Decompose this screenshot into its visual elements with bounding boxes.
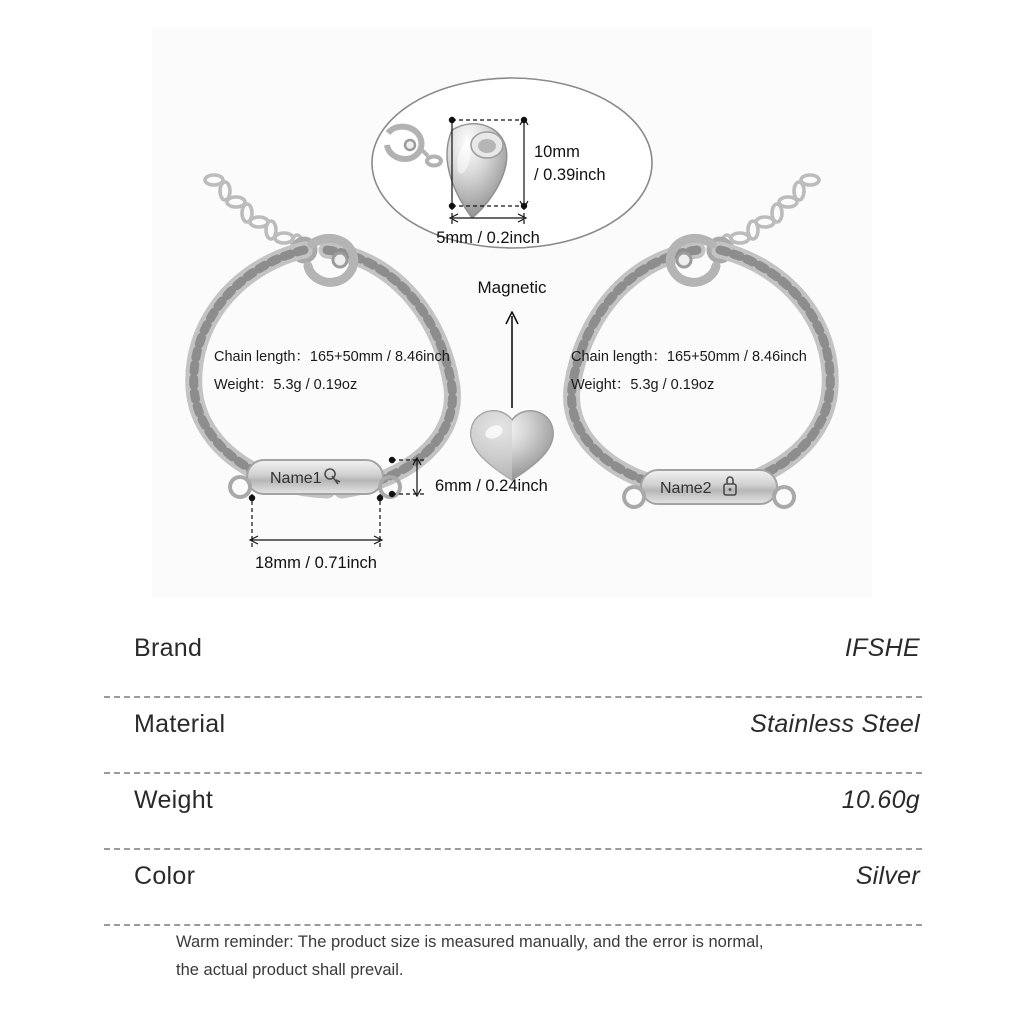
- left-name-plate: [230, 460, 400, 497]
- warm-reminder: [176, 928, 936, 984]
- magnetic-label: Magnetic: [477, 278, 547, 297]
- spec-label: Material: [134, 710, 226, 738]
- spec-row: [104, 698, 922, 774]
- callout-height-sub: / 0.39inch: [534, 166, 606, 184]
- right-weight: Weight：5.3g / 0.19oz: [571, 377, 715, 393]
- right-plate-text: Name2: [660, 480, 712, 497]
- spec-value: IFSHE: [844, 634, 920, 662]
- warm-reminder-line-2: the actual product shall prevail.: [176, 961, 404, 979]
- callout-height-label: 10mm: [534, 143, 580, 161]
- warm-reminder-line-1: Warm reminder: The product size is measured manually, and the error is normal,: [176, 933, 764, 951]
- spec-value: Stainless Steel: [750, 710, 920, 738]
- spec-label: Weight: [134, 786, 214, 814]
- left-plate-text: Name1: [270, 470, 322, 487]
- spec-value: 10.60g: [841, 786, 920, 814]
- row-divider: [104, 922, 922, 926]
- right-chain-length: Chain length：165+50mm / 8.46inch: [571, 349, 807, 365]
- spec-label: Brand: [134, 634, 203, 662]
- spec-table: [104, 622, 922, 926]
- product-diagram: [152, 28, 872, 598]
- right-name-plate: [624, 470, 794, 507]
- product-image-panel: [152, 28, 872, 598]
- callout-width-label: 5mm / 0.2inch: [436, 229, 540, 247]
- spec-label: Color: [134, 862, 196, 890]
- plate-width-label: 18mm / 0.71inch: [255, 554, 377, 572]
- spec-value: Silver: [855, 862, 920, 890]
- left-weight: Weight：5.3g / 0.19oz: [214, 377, 358, 393]
- plate-height-label: 6mm / 0.24inch: [435, 477, 548, 495]
- spec-row: [104, 774, 922, 850]
- left-chain-length: Chain length：165+50mm / 8.46inch: [214, 349, 450, 365]
- spec-row: [104, 622, 922, 698]
- spec-row: [104, 850, 922, 926]
- magnet-callout: [372, 78, 652, 248]
